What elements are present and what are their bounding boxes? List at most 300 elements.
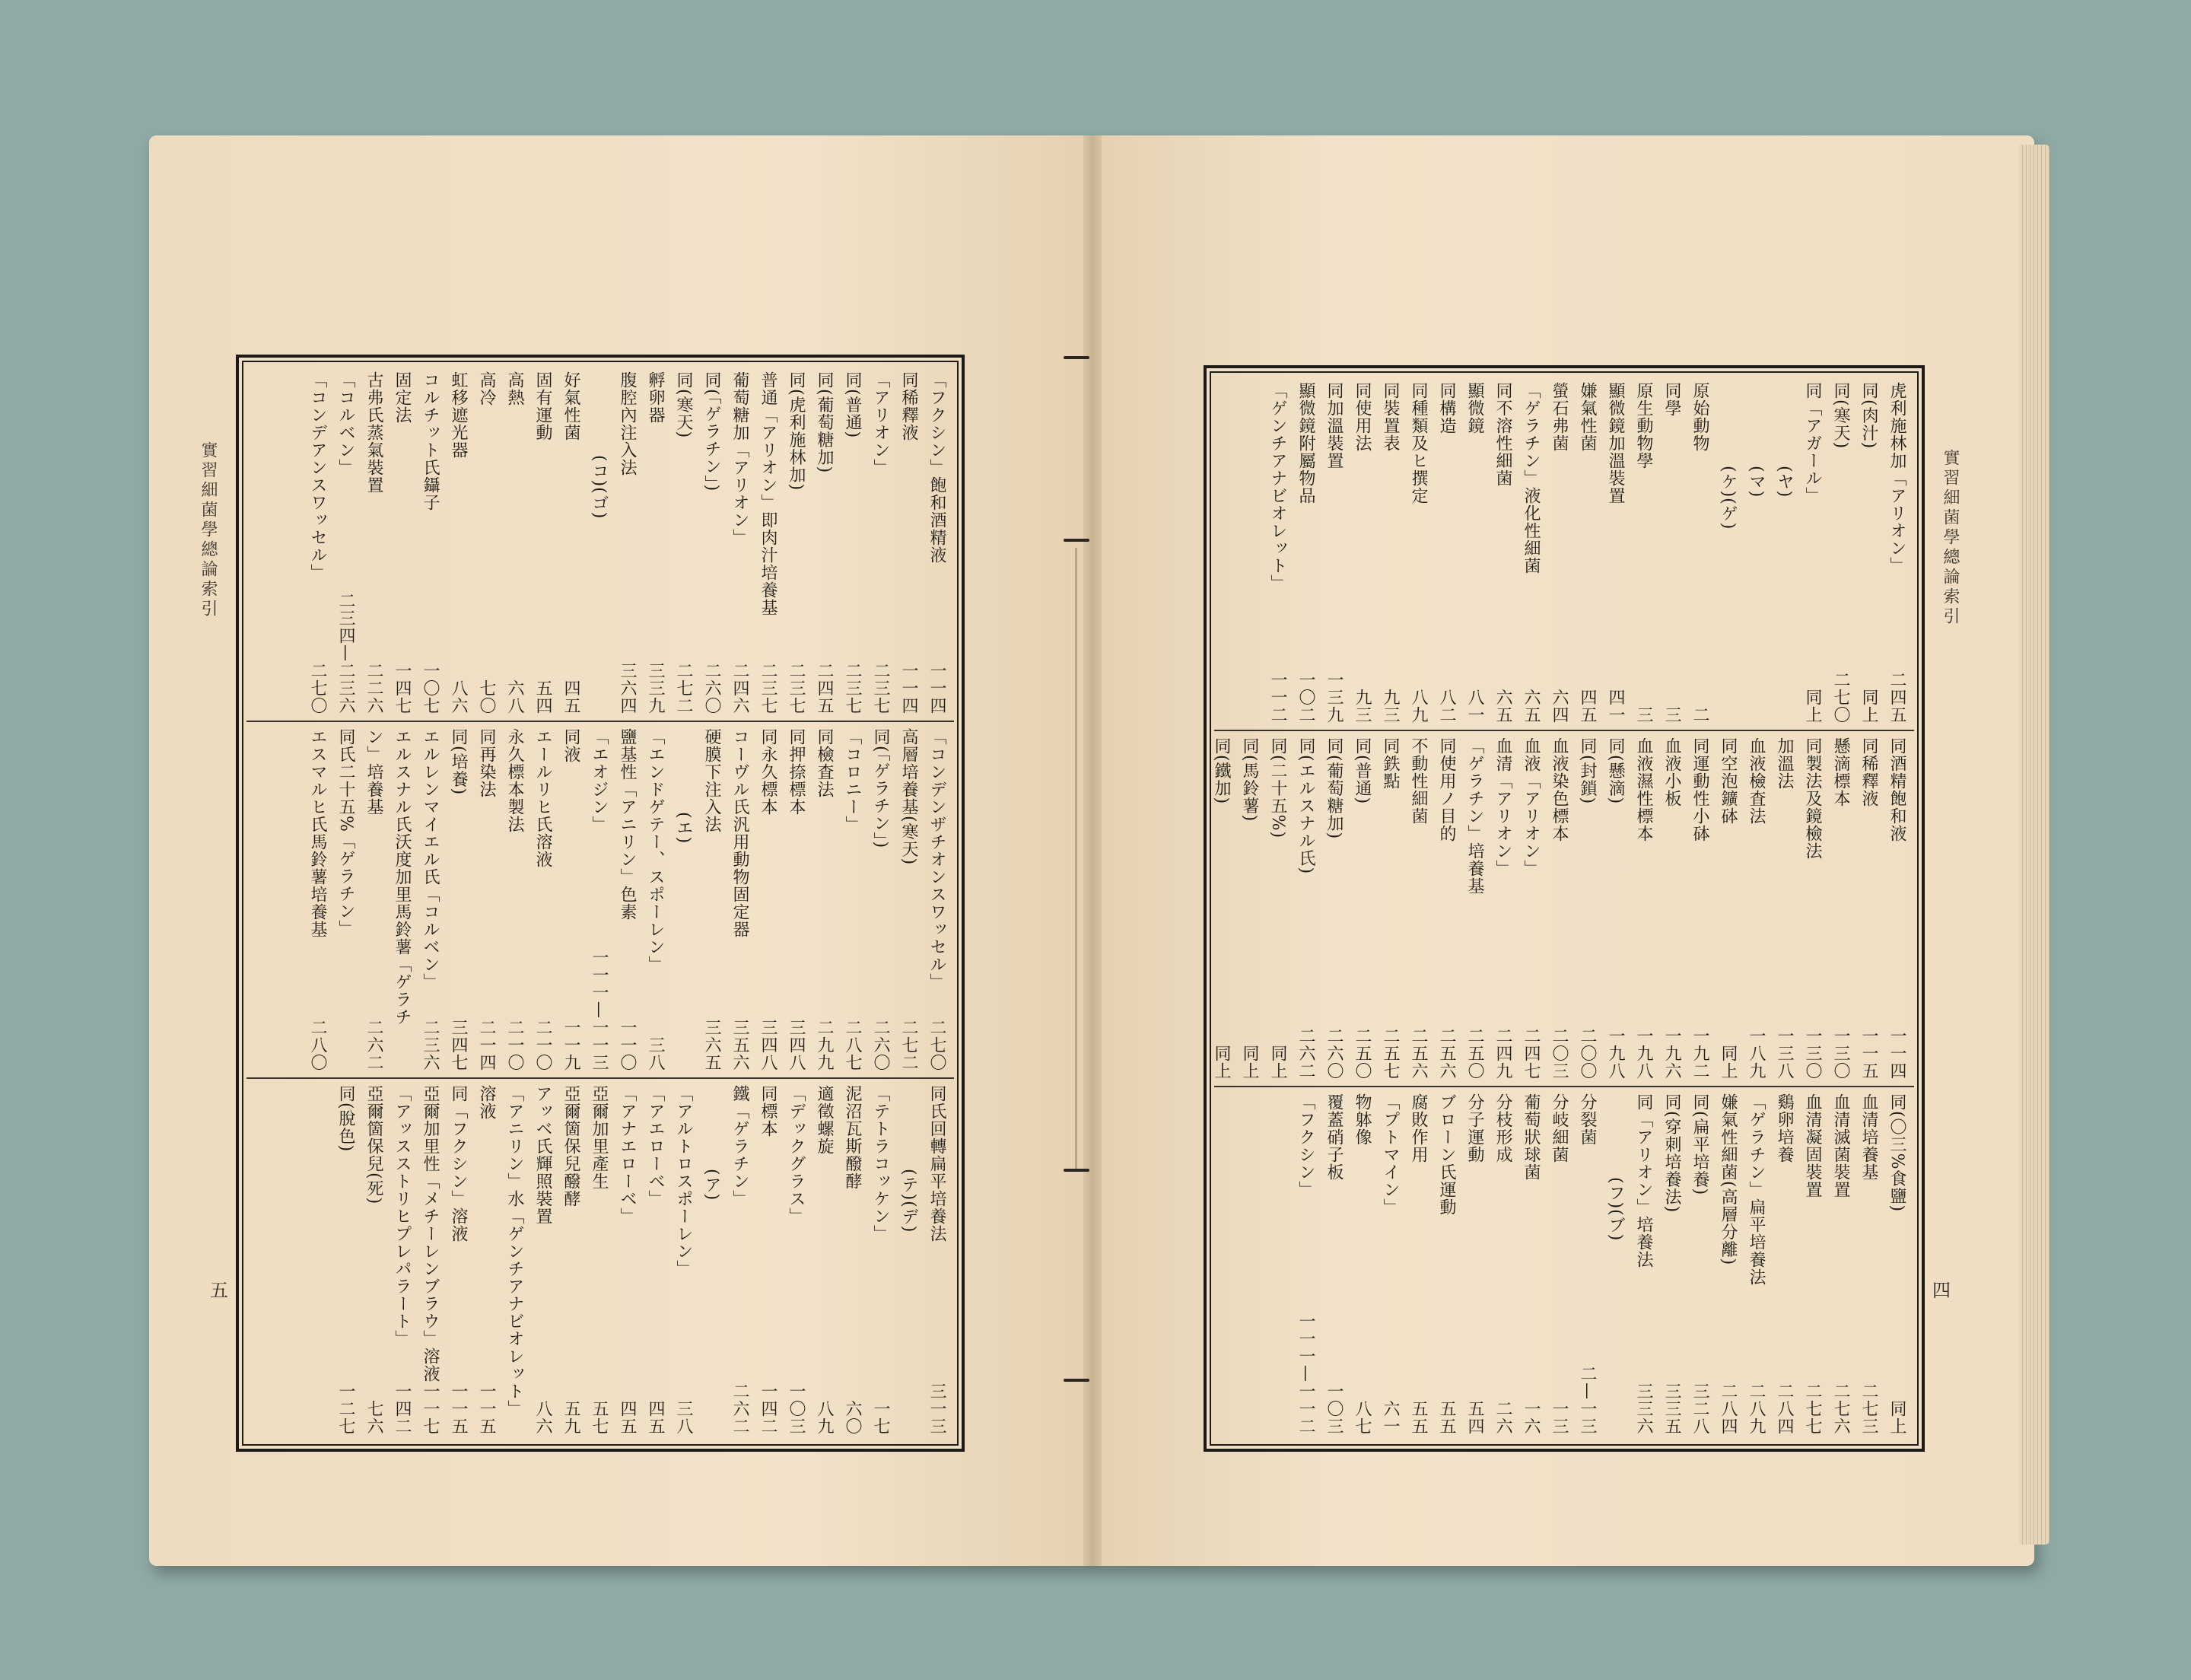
index-entry — [1433, 737, 1461, 1079]
index-section-heading — [585, 371, 613, 714]
index-term: (ア) — [702, 1169, 721, 1201]
index-entry — [1630, 1093, 1658, 1435]
index-entry — [613, 1085, 641, 1435]
index-term: 同學 — [1662, 382, 1681, 417]
page-number: 四五 — [1578, 689, 1597, 724]
index-entry — [1348, 737, 1376, 1079]
index-term: 鐵「ゲラチン」 — [730, 1085, 749, 1208]
page-number: 六五 — [1522, 689, 1541, 724]
index-entry — [895, 371, 923, 714]
index-entry — [641, 728, 669, 1071]
index-entry — [867, 1085, 895, 1435]
index-term: 同(馬鈴薯) — [1240, 737, 1259, 822]
index-term: 「アニリン」水「ゲンチアナビオレット」 — [505, 1085, 524, 1418]
index-entry — [1545, 1093, 1573, 1435]
page-number: 二四七 — [1522, 1026, 1541, 1080]
index-term: 血清培養基 — [1859, 1093, 1878, 1181]
page-number: 二七六 — [1831, 1382, 1850, 1435]
page-number: 一一四 — [927, 662, 946, 714]
index-term: 同種類及ヒ撰定 — [1409, 382, 1428, 504]
index-entry — [1742, 1093, 1770, 1435]
index-entry — [1264, 382, 1292, 724]
index-entry — [810, 728, 838, 1071]
index-entry — [1686, 382, 1714, 724]
index-entry — [1264, 737, 1292, 1079]
index-entry — [754, 371, 782, 714]
page-number: 九三 — [1381, 689, 1400, 724]
page-number: 二一四 — [477, 1019, 496, 1071]
page-number: 二八〇 — [308, 1019, 327, 1071]
index-term: 原生動物學 — [1634, 382, 1653, 469]
index-entry — [1827, 382, 1855, 724]
index-entry — [1320, 737, 1348, 1079]
page-number: 二八四 — [1775, 1382, 1794, 1435]
index-term: 同製法及鏡檢法 — [1803, 737, 1822, 861]
index-term: 高層培養基(寒天) — [899, 728, 918, 866]
page-number: 一一一—一一三 — [590, 949, 609, 1071]
index-term: 虎利施林加「アリオン」 — [1887, 382, 1906, 574]
index-term: 同(葡萄糖加) — [815, 371, 834, 474]
index-entry — [1827, 737, 1855, 1079]
index-term: 同運動性小砵 — [1690, 737, 1709, 843]
left-band-1 — [246, 365, 954, 722]
index-term: 原始動物 — [1690, 382, 1709, 452]
page-number: 八九 — [815, 1400, 834, 1435]
binding-thread — [1075, 548, 1077, 1172]
page-number: 四五 — [618, 1400, 637, 1435]
page-number: 同上 — [1212, 1044, 1231, 1080]
index-term: 泥沼瓦斯醱酵 — [843, 1085, 862, 1190]
index-entry — [1433, 1093, 1461, 1435]
index-entry — [1601, 382, 1630, 724]
index-term: 同(寒天) — [674, 371, 693, 439]
binding-stitch — [1064, 539, 1089, 542]
page-number: 一一一—一一二 — [1296, 1312, 1315, 1435]
index-entry — [1320, 1093, 1348, 1435]
page-number: 同上 — [1268, 1044, 1287, 1080]
page-number: 二 — [1690, 706, 1709, 724]
page-number: 二八九 — [1747, 1382, 1766, 1435]
index-term: 懸滴標本 — [1831, 737, 1850, 808]
page-number: 八六 — [449, 679, 468, 714]
index-term: 腐敗作用 — [1409, 1093, 1428, 1163]
page-number: 三二八 — [1690, 1382, 1709, 1435]
index-entry — [304, 371, 332, 714]
index-term: 同(寒天) — [1831, 382, 1850, 450]
index-term: 「アエローベ」 — [646, 1085, 665, 1208]
index-term: 「コロニー」 — [843, 728, 862, 833]
index-term: ブローン氏運動 — [1437, 1093, 1456, 1216]
index-term: 「コンデンザチオンスワッセル」 — [927, 728, 946, 991]
page-number: 二四五 — [815, 662, 834, 714]
page-number: 五五 — [1437, 1399, 1456, 1435]
index-term: 同(「ゲラチン」) — [702, 371, 721, 492]
index-entry — [1461, 737, 1489, 1079]
index-term: 「アッスストリヒプレパラート」 — [393, 1085, 412, 1348]
page-number: 四五 — [646, 1400, 665, 1435]
page-number: 一六 — [1522, 1399, 1541, 1435]
index-term: 「フクシン」飽和酒精液 — [927, 371, 946, 564]
index-term: 嫌氣性細菌(高層分離) — [1719, 1093, 1738, 1265]
page-number: 同上 — [1887, 1399, 1906, 1435]
page-number: 六五 — [1493, 689, 1512, 724]
index-entry — [1517, 382, 1545, 724]
page-number: 五四 — [533, 679, 552, 714]
index-term: 血液檢査法 — [1747, 737, 1766, 826]
index-entry — [1235, 737, 1264, 1079]
index-entry — [557, 371, 585, 714]
index-entry — [585, 728, 613, 1071]
index-term: 同加溫裝置 — [1324, 382, 1344, 469]
index-term: (マ) — [1747, 466, 1766, 498]
index-term: 同「アガール」 — [1803, 382, 1822, 504]
index-term: 顯微鏡附屬物品 — [1296, 382, 1315, 504]
index-entry — [332, 728, 360, 1071]
index-entry — [1545, 382, 1573, 724]
index-entry — [1461, 382, 1489, 724]
index-entry — [388, 371, 416, 714]
right-band-2 — [1214, 731, 1914, 1087]
page-number: 一三〇 — [1831, 1026, 1850, 1080]
page-number: 二六〇 — [1324, 1026, 1344, 1080]
page-number: 五七 — [590, 1400, 609, 1435]
index-term: 亞爾加里性「メチーレンブラウ」溶液 — [421, 1085, 440, 1382]
index-entry — [388, 1085, 416, 1435]
index-entry — [1376, 1093, 1404, 1435]
left-index-columns — [246, 365, 954, 1441]
page-number: 八一 — [1465, 689, 1484, 724]
page-number: 二三七 — [787, 662, 806, 714]
index-entry — [557, 1085, 585, 1435]
page-number: 同上 — [1859, 689, 1878, 724]
page-number: 一七 — [871, 1400, 890, 1435]
index-term: 同(鐵加) — [1212, 737, 1231, 805]
index-section-heading — [1714, 382, 1742, 724]
page-number: 三八 — [646, 1036, 665, 1071]
index-term: 「エンドゲテー、スポーレン」 — [646, 728, 665, 973]
index-entry — [726, 1085, 754, 1435]
index-term: 「エオジン」 — [590, 728, 609, 833]
index-term: エルスナル氏沃度加里馬鈴薯「ゲラチ — [393, 728, 412, 1026]
index-term: 分枝形成 — [1493, 1093, 1512, 1163]
page-number: 二六二 — [364, 1019, 383, 1071]
page-number: 同上 — [1719, 1044, 1738, 1080]
page-number: 三三六 — [1634, 1382, 1653, 1435]
index-entry — [1489, 1093, 1517, 1435]
index-entry — [1658, 1093, 1686, 1435]
page-number: 二〇三 — [1550, 1026, 1569, 1080]
index-entry — [1601, 737, 1630, 1079]
index-entry — [304, 728, 332, 1071]
index-term: 「ゲラチン」扁平培養法 — [1747, 1093, 1766, 1286]
index-entry — [726, 728, 754, 1071]
page-number: 四一 — [1606, 689, 1625, 724]
index-term: 同永久標本 — [758, 728, 778, 816]
index-entry — [1658, 382, 1686, 724]
page-number: 三三九 — [646, 662, 665, 714]
index-entry — [1573, 737, 1601, 1079]
index-term: 硬膜下注入法 — [702, 728, 721, 833]
index-entry — [1404, 737, 1433, 1079]
index-term: 固有運動 — [533, 371, 552, 441]
index-entry — [1292, 382, 1320, 724]
index-term: 血液染色標本 — [1550, 737, 1569, 843]
index-term: 同不溶性細菌 — [1493, 382, 1512, 487]
index-term: 「ゲラチン」培養基 — [1465, 737, 1484, 896]
page-number: 一一五 — [477, 1382, 496, 1435]
index-term: (フ)(ブ) — [1606, 1176, 1625, 1241]
index-entry — [1658, 737, 1686, 1079]
index-term: 同氏二十五%「ゲラチン」 — [336, 728, 355, 937]
index-term: 亞爾箇保兒(死) — [364, 1085, 383, 1205]
index-term: (ケ)(ゲ) — [1719, 466, 1738, 530]
index-term: 好氣性菌 — [561, 371, 580, 441]
page-number: 三六四 — [618, 662, 637, 714]
page-number: 一〇三 — [1324, 1382, 1344, 1435]
page-number: 一四二 — [758, 1382, 778, 1435]
index-term: 同檢査法 — [815, 728, 834, 798]
index-term: (コ)(ゴ) — [590, 455, 609, 520]
index-entry — [332, 371, 360, 714]
index-term: エスマルヒ氏馬鈴薯培養基 — [308, 728, 327, 938]
left-index-frame — [236, 355, 965, 1452]
index-term: アッベ氏輝照裝置 — [533, 1085, 552, 1225]
page-number: 六八 — [505, 679, 524, 714]
index-entry — [782, 1085, 810, 1435]
index-entry — [1630, 737, 1658, 1079]
page-number: 一一二 — [1268, 671, 1287, 724]
index-term: 同(肉汁) — [1859, 382, 1878, 450]
index-entry — [1855, 382, 1883, 724]
page-number: 二七〇 — [308, 662, 327, 714]
index-section-heading — [1770, 382, 1798, 724]
page-number: 一一四 — [899, 662, 918, 714]
index-entry — [416, 1085, 444, 1435]
page-number: 二六二 — [1296, 1026, 1315, 1080]
page-number: 同上 — [1803, 689, 1822, 724]
index-entry — [669, 1085, 698, 1435]
index-entry — [416, 371, 444, 714]
index-entry — [529, 728, 557, 1071]
index-entry — [360, 728, 388, 1071]
index-entry — [332, 1085, 360, 1435]
index-entry — [838, 1085, 867, 1435]
index-term: エルレンマイエル氏「コルベン」 — [421, 728, 440, 991]
page-number: 二〇〇 — [1578, 1026, 1597, 1080]
index-section-heading — [895, 1085, 923, 1435]
index-term: 物躰像 — [1353, 1093, 1372, 1146]
index-term: 血液「アリオン」 — [1522, 737, 1541, 878]
page-number: 八九 — [1409, 689, 1428, 724]
page-number: 五五 — [1409, 1399, 1428, 1435]
index-term: 血清「アリオン」 — [1493, 737, 1512, 878]
index-entry — [472, 371, 501, 714]
index-term: 嫌氣性菌 — [1578, 382, 1597, 452]
index-term: 同使用法 — [1353, 382, 1372, 452]
index-term: 「フクシン」 — [1296, 1093, 1315, 1198]
index-entry — [1292, 737, 1320, 1079]
left-folio: 五 — [210, 1280, 228, 1301]
index-term: 同(葡萄糖加) — [1324, 737, 1344, 840]
index-term: 分裂菌 — [1578, 1093, 1597, 1146]
index-entry — [1686, 737, 1714, 1079]
page-number: 二七二 — [899, 1019, 918, 1071]
index-entry — [1320, 382, 1348, 724]
index-entry — [867, 728, 895, 1071]
page-number: 一九六 — [1662, 1026, 1681, 1080]
index-term: 覆蓋硝子板 — [1324, 1093, 1344, 1181]
index-entry — [1517, 1093, 1545, 1435]
page-number: 二五〇 — [1465, 1026, 1484, 1080]
page-number: 一三八 — [1775, 1026, 1794, 1080]
index-entry — [1798, 1093, 1827, 1435]
index-term: 高熱 — [505, 371, 524, 406]
index-entry — [1404, 1093, 1433, 1435]
index-entry — [501, 371, 529, 714]
index-term: 同(普通) — [1353, 737, 1372, 805]
index-term: 血清凝固裝置 — [1803, 1093, 1822, 1198]
index-term: 同「フクシン」溶液 — [449, 1085, 468, 1242]
index-term: 「アナエローベ」 — [618, 1085, 637, 1225]
index-entry — [1573, 1093, 1601, 1435]
index-entry — [1433, 382, 1461, 724]
index-entry — [1489, 382, 1517, 724]
index-entry — [1798, 737, 1827, 1079]
page-number: 二八四 — [1719, 1382, 1738, 1435]
index-entry — [1855, 737, 1883, 1079]
page-number: 二五六 — [1437, 1026, 1456, 1080]
page-number: 六〇 — [843, 1400, 862, 1435]
index-entry — [444, 1085, 472, 1435]
index-term: 亞爾加里產生 — [590, 1085, 609, 1190]
page-number: 三一三 — [927, 1382, 946, 1435]
page-number: 五四 — [1465, 1399, 1484, 1435]
page-number: 二三四—二三六 — [336, 592, 355, 714]
page-number: 一二七 — [336, 1382, 355, 1435]
index-entry — [1827, 1093, 1855, 1435]
index-entry — [1545, 737, 1573, 1079]
page-number: 三六五 — [702, 1019, 721, 1071]
page-number: 二七〇 — [927, 1019, 946, 1071]
page-number: 二六〇 — [702, 662, 721, 714]
index-entry — [669, 371, 698, 714]
page-number: 二七七 — [1803, 1382, 1822, 1435]
page-number: 一一五 — [1859, 1026, 1878, 1080]
page-number: 二三六 — [421, 1019, 440, 1071]
index-entry — [641, 1085, 669, 1435]
index-term: 同「アリオン」培養法 — [1634, 1093, 1653, 1268]
page-number: 二六二 — [730, 1382, 749, 1435]
index-term: 虹移遮光器 — [449, 371, 468, 459]
page-number: 六四 — [1550, 689, 1569, 724]
page-number: 三八 — [674, 1400, 693, 1435]
index-term: 不動性細菌 — [1409, 737, 1428, 826]
index-term: 顯微鏡加溫裝置 — [1606, 382, 1625, 504]
page-number: 二四九 — [1493, 1026, 1512, 1080]
index-term: 鷄卵培養 — [1775, 1093, 1794, 1163]
index-entry — [1883, 382, 1911, 724]
index-entry — [698, 728, 726, 1071]
page-number: 三 — [1634, 706, 1653, 724]
index-entry — [388, 728, 416, 1071]
page-number: 二三七 — [843, 662, 862, 714]
index-entry — [1630, 382, 1658, 724]
index-term: 同(懸滴) — [1606, 737, 1625, 805]
index-term: 同(普通) — [843, 371, 862, 439]
page-number: 二三七 — [871, 662, 890, 714]
page-number: 四五 — [561, 679, 580, 714]
index-entry — [698, 371, 726, 714]
index-term: 血液小板 — [1662, 737, 1681, 808]
page-number: 一一四 — [1887, 1026, 1906, 1080]
index-term: 「ゲラチン」液化性細菌 — [1522, 382, 1541, 574]
index-term: 同再染法 — [477, 728, 496, 798]
index-term: 同(二十五%) — [1268, 737, 1287, 839]
index-term: 同押捺標本 — [787, 728, 806, 816]
index-entry — [782, 728, 810, 1071]
index-term: 葡萄狀球菌 — [1522, 1093, 1541, 1181]
index-term: 永久標本製法 — [505, 728, 524, 833]
index-entry — [613, 371, 641, 714]
index-term: 血清滅菌裝置 — [1831, 1093, 1850, 1198]
index-section-heading — [698, 1085, 726, 1435]
index-entry — [501, 728, 529, 1071]
index-entry — [585, 1085, 613, 1435]
index-entry — [895, 728, 923, 1071]
page-number: 二五七 — [1381, 1026, 1400, 1080]
binding-stitch — [1064, 356, 1089, 359]
page-number: 八六 — [533, 1400, 552, 1435]
page-number: 一四七 — [393, 662, 412, 714]
index-entry — [810, 371, 838, 714]
index-term: 同使用ノ目的 — [1437, 737, 1456, 843]
page-number: 二二六 — [364, 662, 383, 714]
index-term: コーヴル氏汎用動物固定器 — [730, 728, 749, 938]
index-term: 同稀釋液 — [899, 371, 918, 441]
index-term: 同裝置表 — [1381, 382, 1400, 452]
page-number: 一一七 — [421, 1382, 440, 1435]
index-entry — [1348, 1093, 1376, 1435]
page-number: 八二 — [1437, 689, 1456, 724]
page-number: 二七三 — [1859, 1382, 1878, 1435]
index-term: 同(穿刺培養法) — [1662, 1093, 1681, 1213]
page-number: 二六 — [1493, 1399, 1512, 1435]
index-entry — [810, 1085, 838, 1435]
index-term: (ヤ) — [1775, 466, 1794, 498]
index-entry — [1348, 382, 1376, 724]
index-term: 分子運動 — [1465, 1093, 1484, 1163]
index-term: 孵卵器 — [646, 371, 665, 424]
page-number: 一〇二 — [1296, 671, 1315, 724]
index-entry — [1292, 1093, 1320, 1435]
page-number: 一一五 — [449, 1382, 468, 1435]
index-term: コルチット氏鑷子 — [421, 371, 440, 511]
binding-stitch — [1064, 1169, 1089, 1172]
index-entry — [416, 728, 444, 1071]
page-number: 七六 — [364, 1400, 383, 1435]
page-number: 二九九 — [815, 1019, 834, 1071]
index-term: 高冷 — [477, 371, 496, 406]
index-term: 同稀釋液 — [1859, 737, 1878, 808]
index-term: 古弗氏蒸氣裝置 — [364, 371, 383, 494]
index-entry — [557, 728, 585, 1071]
right-folio: 四 — [1932, 1280, 1951, 1301]
page-number: 二—一三 — [1578, 1364, 1597, 1435]
index-entry — [1770, 1093, 1798, 1435]
index-entry — [1855, 1093, 1883, 1435]
page-number: 二五〇 — [1353, 1026, 1372, 1080]
index-term: 「デックグラス」 — [787, 1085, 806, 1225]
